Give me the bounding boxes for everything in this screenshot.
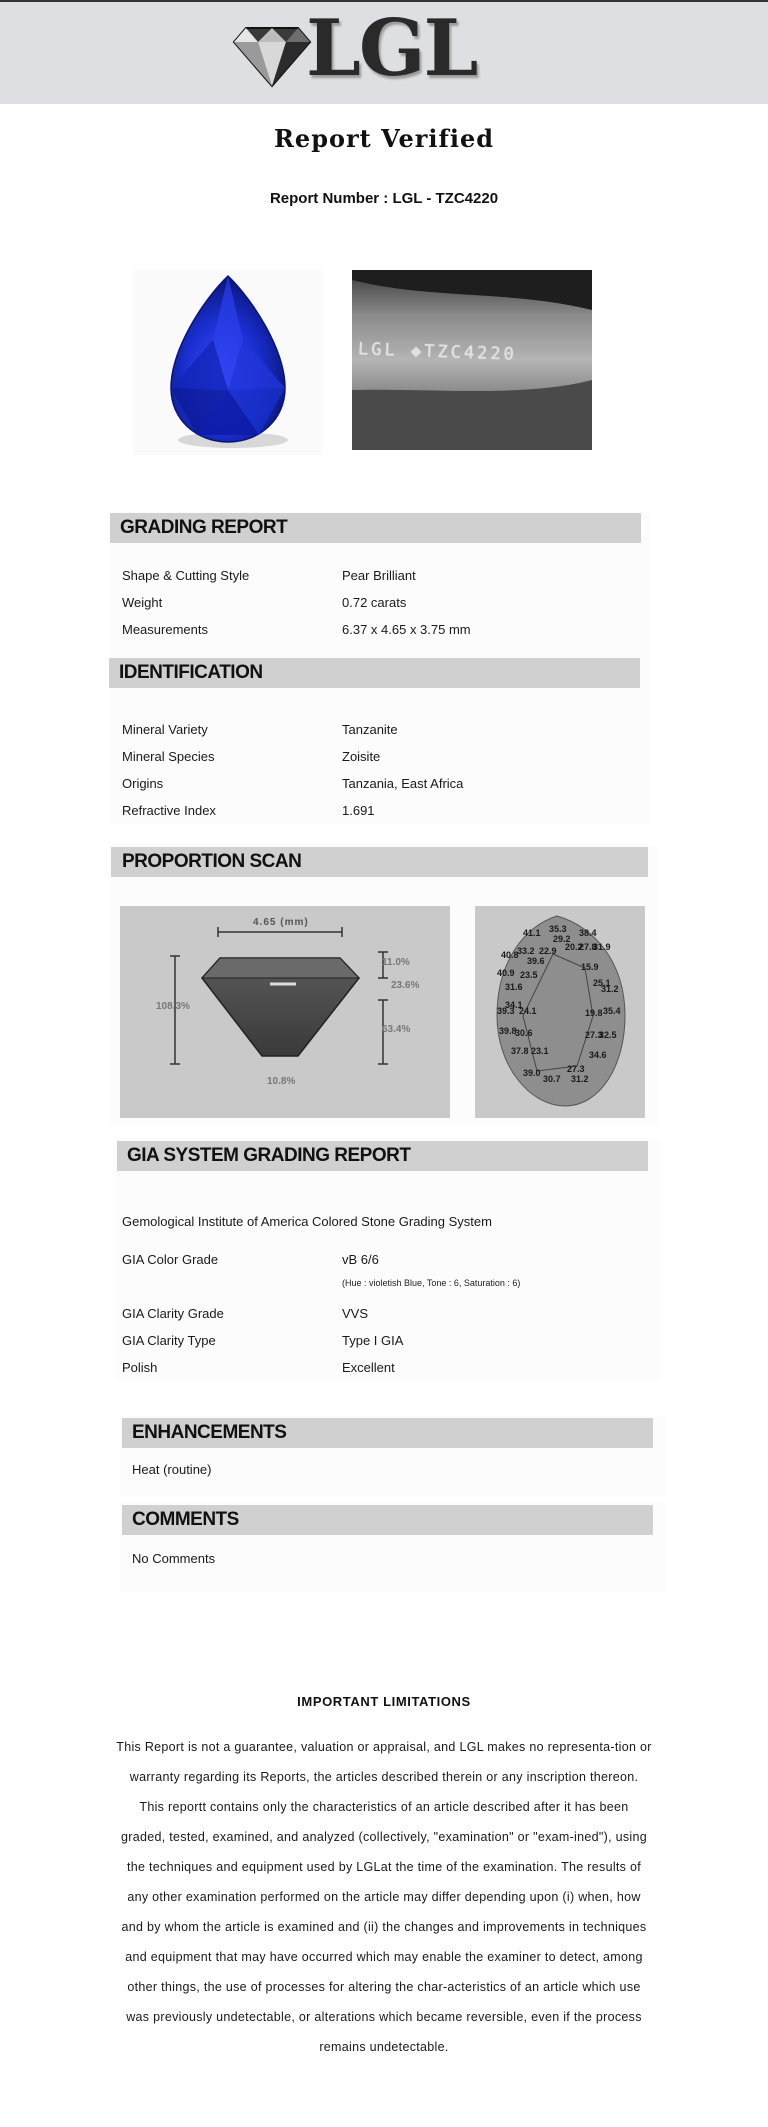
top-view-number: 34.6	[589, 1050, 607, 1060]
gia-color-grade-label: GIA Color Grade	[122, 1252, 219, 1267]
top-view-number: 37.8	[511, 1046, 529, 1056]
top-view-number: 32.5	[599, 1030, 617, 1040]
gem-photo	[133, 270, 323, 455]
top-view-number: 30.7	[543, 1074, 561, 1084]
top-view-number: 15.9	[581, 962, 599, 972]
inscription-text: LGL ◆TZC4220	[357, 339, 518, 365]
weight-value: 0.72 carats	[342, 595, 407, 610]
top-view-number: 39.0	[523, 1068, 541, 1078]
lgl-logo[interactable]	[232, 3, 492, 96]
inscription-photo	[352, 270, 592, 450]
top-view-number: 31.2	[571, 1074, 589, 1084]
gia-clarity-grade-label: GIA Clarity Grade	[122, 1306, 224, 1321]
gia-color-note: (Hue : violetish Blue, Tone : 6, Saturation : 6)	[342, 1278, 521, 1288]
mineral-species-label: Mineral Species	[122, 749, 215, 764]
grading-report-heading: GRADING REPORT	[110, 513, 641, 543]
report-number: Report Number : LGL - TZC4220	[269, 190, 499, 207]
top-view-number: 40.8	[501, 950, 519, 960]
page-title: Report Verified	[273, 124, 495, 153]
depth-label: 108.3%	[156, 1001, 190, 1012]
culet-label: 10.8%	[267, 1076, 296, 1087]
pavilion-label: 63.4%	[382, 1024, 411, 1035]
top-view-number: 19.8	[585, 1008, 603, 1018]
mineral-species-value: Zoisite	[342, 749, 381, 764]
refractive-index-value: 1.691	[342, 803, 375, 818]
comments-heading: COMMENTS	[122, 1505, 653, 1535]
top-view-number: 24.1	[519, 1006, 537, 1016]
top-view-number: 41.1	[523, 928, 541, 938]
gia-report-heading: GIA SYSTEM GRADING REPORT	[117, 1141, 648, 1171]
shape-label: Shape & Cutting Style	[122, 568, 250, 583]
gia-subtitle: Gemological Institute of America Colored Stone Grading System	[122, 1214, 492, 1229]
comments-text: No Comments	[132, 1551, 216, 1566]
top-view-number: 23.1	[531, 1046, 549, 1056]
polish-label: Polish	[122, 1360, 158, 1375]
measurements-value: 6.37 x 4.65 x 3.75 mm	[342, 622, 471, 637]
top-view-number: 27.3	[585, 1030, 603, 1040]
width-label: 4.65 (mm)	[253, 917, 309, 928]
limitations-body: This Report is not a guarantee, valuation or appraisal, and LGL makes no representa-tion or warranty regarding its Reports, the articles described therein or any inscription thereon. This reportt contains only the characteristics of an article described after it has been graded, tested, examined, and analyzed (collectively, "examination" or "exam-ined"), using the techniques and equipment used by LGLat the time of the examination. The results of any other examination performed on the article may differ depending upon (i) when, how and by whom the article is examined and (ii) the changes and improvements in techniques and equipment that may have occurred which may enable the examiner to detect, among other things, the use of processes for altering the char-acteristics of an article which use was previously undetectable, or alterations which became reversible, even if the process remains undetectable.	[116, 1740, 652, 2054]
top-view-number: 31.9	[593, 942, 611, 952]
diamond-icon	[232, 20, 312, 90]
measurements-label: Measurements	[122, 622, 208, 637]
top-view-numbers	[475, 906, 645, 1118]
gia-clarity-grade-value: VVS	[342, 1306, 369, 1321]
top-view-number: 39.8	[499, 1026, 517, 1036]
identification-heading: IDENTIFICATION	[109, 658, 640, 688]
top-view-number: 23.5	[520, 970, 538, 980]
top-view-number: 39.3	[497, 1006, 515, 1016]
weight-label: Weight	[122, 595, 163, 610]
top-view-number: 31.2	[601, 984, 619, 994]
top-view-number: 40.9	[497, 968, 515, 978]
mineral-variety-label: Mineral Variety	[122, 722, 208, 737]
top-view-number: 22.9	[539, 946, 557, 956]
polish-value: Excellent	[342, 1360, 395, 1375]
top-view-number: 38.4	[579, 928, 597, 938]
top-view-scan-panel	[475, 906, 645, 1118]
gia-clarity-type-value: Type I GIA	[342, 1333, 404, 1348]
top-view-number: 31.6	[505, 982, 523, 992]
proportion-scan-heading: PROPORTION SCAN	[111, 847, 648, 877]
top-view-number: 34.1	[505, 1000, 523, 1010]
gia-color-grade-value: vB 6/6	[342, 1252, 379, 1267]
refractive-index-label: Refractive Index	[122, 803, 216, 818]
top-view-number: 35.3	[549, 924, 567, 934]
top-view-number: 33.2	[517, 946, 535, 956]
top-view-number: 27.8	[579, 942, 597, 952]
origins-label: Origins	[122, 776, 164, 791]
top-view-number: 29.2	[553, 934, 571, 944]
top-view-number: 27.3	[567, 1064, 585, 1074]
profile-scan-panel	[120, 906, 450, 1118]
mineral-variety-value: Tanzanite	[342, 722, 398, 737]
header-bar	[0, 0, 768, 104]
top-view-number: 35.4	[603, 1006, 621, 1016]
limitations-heading: IMPORTANT LIMITATIONS	[297, 1694, 471, 1709]
gia-clarity-type-label: GIA Clarity Type	[122, 1333, 216, 1348]
top-view-number: 30.6	[515, 1028, 533, 1038]
top-view-number: 25.1	[593, 978, 611, 988]
logo-text: LGL	[306, 3, 477, 94]
shape-value: Pear Brilliant	[342, 568, 416, 583]
top-view-number: 20.2	[565, 942, 583, 952]
enhancements-heading: ENHANCEMENTS	[122, 1418, 653, 1448]
top-view-number: 39.6	[527, 956, 545, 966]
crown-label: 11.0%	[382, 957, 410, 968]
enhancements-text: Heat (routine)	[132, 1462, 212, 1477]
table-label: 23.6%	[391, 980, 420, 991]
origins-value: Tanzania, East Africa	[342, 776, 464, 791]
